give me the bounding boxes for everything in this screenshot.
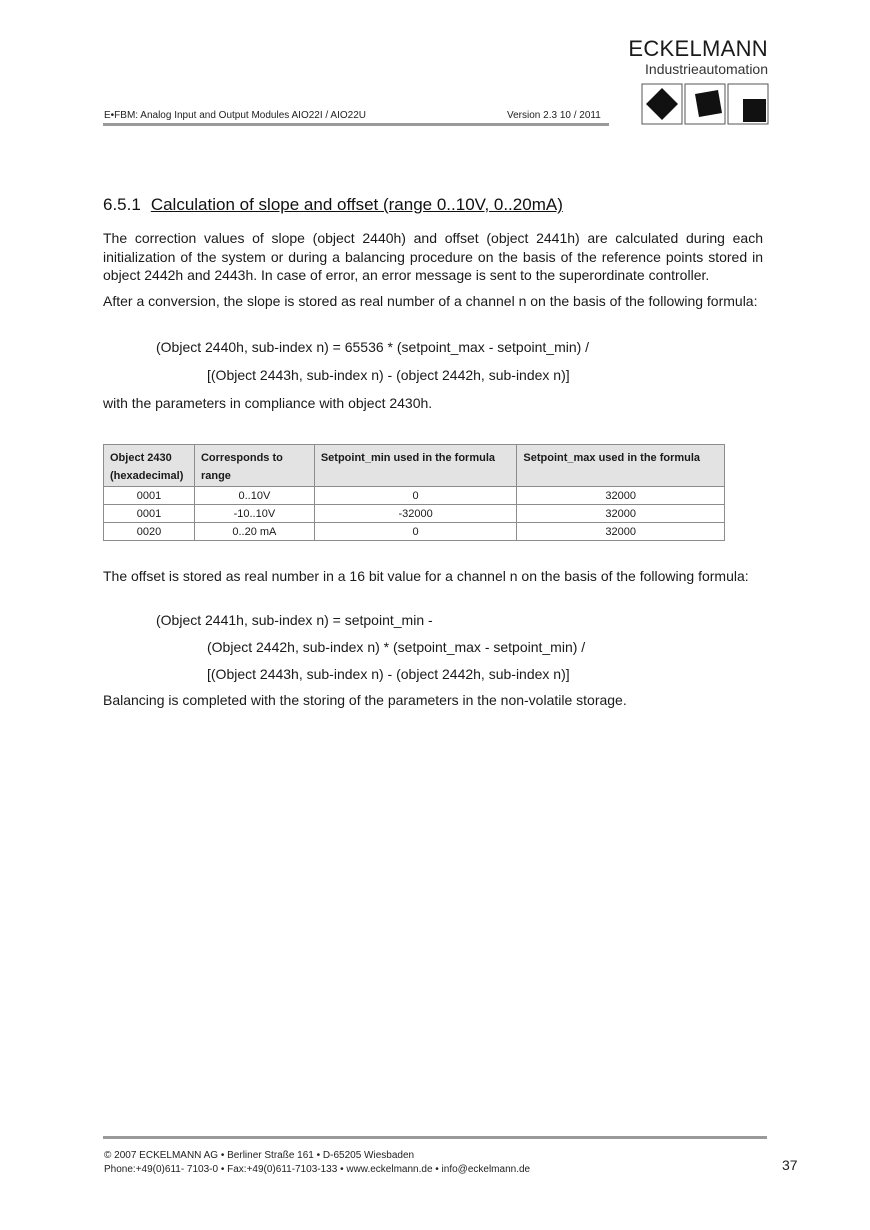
table-cell: 32000 [517, 505, 725, 523]
paragraph-balancing: Balancing is completed with the storing of the parameters in the non-volatile storage. [103, 692, 627, 708]
section-title: Calculation of slope and offset (range 0..10V, 0..20mA) [150, 195, 563, 214]
table-cell: 0..10V [194, 487, 314, 505]
header-version: Version 2.3 10 / 2011 [507, 110, 601, 121]
footer-address: © 2007 ECKELMANN AG • Berliner Straße 161 • D-65205 Wiesbaden [104, 1150, 415, 1161]
col-header-range: Corresponds to range [194, 445, 314, 487]
paragraph-slope-intro: After a conversion, the slope is stored as real number of a channel n on the basis of the following formula: [103, 293, 758, 309]
offset-formula-line-3: [(Object 2443h, sub-index n) - (object 2442h, sub-index n)] [207, 666, 570, 682]
table-cell: -32000 [314, 505, 517, 523]
table-cell: 0 [314, 523, 517, 541]
table-cell: 32000 [517, 523, 725, 541]
paragraph-parameters-note: with the parameters in compliance with object 2430h. [103, 395, 433, 411]
brand-subtitle: Industrieautomation [645, 61, 768, 77]
table-header-row [104, 445, 725, 487]
slope-formula-line-1: (Object 2440h, sub-index n) = 65536 * (setpoint_max - setpoint_min) / [156, 339, 590, 355]
table-cell: 0001 [104, 487, 195, 505]
brand-block [615, 38, 768, 77]
col-header-setpoint-min: Setpoint_min used in the formula [314, 445, 517, 487]
brand-name: ECKELMANN [628, 36, 768, 61]
table-cell: 32000 [517, 487, 725, 505]
offset-formula-line-1: (Object 2441h, sub-index n) = setpoint_min - [156, 612, 433, 628]
section-number: 6.5.1 [103, 195, 141, 214]
table-row [104, 523, 725, 541]
table-cell: 0..20 mA [194, 523, 314, 541]
section-heading [103, 195, 563, 215]
table-cell: 0 [314, 487, 517, 505]
setpoint-table [103, 444, 725, 541]
table-cell: 0001 [104, 505, 195, 523]
table-cell: 0020 [104, 523, 195, 541]
header-doc-title: E•FBM: Analog Input and Output Modules AIO22I / AIO22U [104, 110, 366, 121]
table-row [104, 487, 725, 505]
footer-divider [103, 1136, 767, 1139]
offset-formula-line-2: (Object 2442h, sub-index n) * (setpoint_max - setpoint_min) / [207, 639, 586, 655]
col-header-object: Object 2430 (hexadecimal) [104, 445, 195, 487]
paragraph-correction-values: The correction values of slope (object 2440h) and offset (object 2441h) are calculated during each initialization of the system or during a balancing procedure on the basis of the reference points stored in object 2442h and 2443h. In case of error, an error message is sent to the superordinate controller. [103, 230, 763, 283]
table-row [104, 505, 725, 523]
paragraph-offset-intro: The offset is stored as real number in a 16 bit value for a channel n on the basis of the following formula: [103, 568, 749, 584]
footer-contact: Phone:+49(0)611- 7103-0 • Fax:+49(0)611-7103-133 • www.eckelmann.de • info@eckelmann.de [104, 1164, 531, 1175]
eckelmann-logo-icon [641, 83, 769, 130]
table-cell: -10..10V [194, 505, 314, 523]
page-number: 37 [782, 1157, 798, 1173]
slope-formula-line-2: [(Object 2443h, sub-index n) - (object 2442h, sub-index n)] [207, 367, 570, 383]
col-header-setpoint-max: Setpoint_max used in the formula [517, 445, 725, 487]
header-divider [103, 123, 609, 126]
